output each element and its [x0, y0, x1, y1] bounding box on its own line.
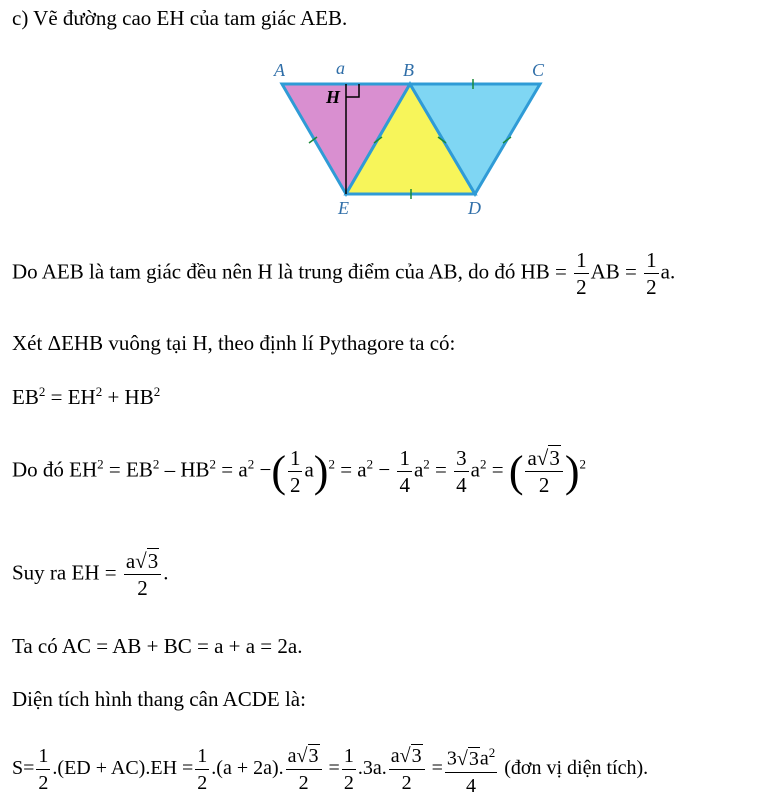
p4-f3-den: 4 — [456, 473, 467, 497]
p8-f6-three: 3 — [446, 747, 457, 770]
p4-sq7: 2 — [423, 456, 430, 472]
p8-f2-den: 2 — [197, 771, 208, 794]
p4-eb: = EB — [108, 457, 153, 482]
p3-hb: HB — [124, 385, 154, 409]
p8-f6-root: 3 — [468, 747, 479, 770]
p5-den: 2 — [137, 576, 148, 600]
label-c-vertex: C — [532, 60, 545, 80]
p8-f3-num — [286, 743, 322, 770]
p5-frac — [124, 548, 161, 601]
paragraph-hb — [12, 247, 675, 300]
p5-num — [124, 548, 161, 575]
p8-f6-a: a — [479, 747, 489, 770]
p8-s: S — [12, 756, 24, 779]
p4-f1-den: 2 — [289, 473, 301, 497]
p8-f5-den: 2 — [401, 771, 412, 794]
p4-paren-close: ) — [313, 447, 329, 496]
p4-f1-num: 1 — [289, 446, 301, 470]
p5-text: Suy ra — [12, 560, 72, 585]
label-b-vertex: B — [403, 60, 414, 80]
paragraph-area-title: Diện tích hình thang cân ACDE là: — [12, 687, 306, 711]
p4-frac-three-quarter — [454, 445, 469, 498]
p4-f2-num: 1 — [399, 446, 410, 470]
p1-frac-num: 1 — [576, 248, 587, 272]
sqrt-icon: √3 — [399, 744, 422, 767]
p8-f3-den: 2 — [298, 771, 309, 794]
p1-dot: . — [669, 259, 676, 284]
p8-f5-a: a — [390, 744, 400, 767]
label-e-vertex: E — [338, 198, 349, 218]
p4-f4-den: 2 — [538, 473, 550, 497]
p8-f5-root: 3 — [411, 744, 422, 767]
p1-frac-half-2 — [644, 247, 659, 300]
p8-frac4 — [342, 743, 356, 796]
paragraph-pythagore: Xét ΔEHB vuông tại H, theo định lí Pythagore ta có: — [12, 331, 456, 355]
paragraph-ac: Ta có AC = AB + BC = a + a = 2a. — [12, 634, 303, 658]
p8-f6-sq: 2 — [488, 745, 496, 760]
p1-eq2: = — [625, 259, 637, 284]
p4-a4: a — [413, 457, 424, 482]
equation-eb — [12, 384, 160, 410]
p4-paren-open: ( — [271, 447, 286, 496]
p8-eq2: = — [182, 756, 194, 779]
p1-frac-den: 2 — [576, 275, 587, 299]
p8-f2-num: 1 — [195, 743, 209, 770]
equation-area — [12, 740, 648, 799]
p8-f3-a: a — [287, 744, 297, 767]
p8-edac: .(ED + AC).EH — [52, 756, 178, 779]
p4-a3: a — [357, 457, 367, 482]
p4-f4-root: 3 — [549, 446, 560, 470]
p3-sq1: 2 — [38, 384, 46, 399]
p8-f4-den: 2 — [343, 771, 354, 794]
p4-sq9: 2 — [579, 456, 586, 472]
p4-sq3: 2 — [209, 456, 217, 472]
p4-frac-asqrt3 — [525, 445, 562, 498]
p4-eq1: = — [221, 457, 234, 482]
p1-eq: = — [555, 259, 567, 284]
p8-f6-num — [445, 740, 497, 773]
sqrt-icon: √3 — [135, 549, 159, 573]
sqrt-icon: √3 — [296, 744, 319, 767]
p8-f1-num: 1 — [36, 743, 50, 770]
label-d-vertex: D — [468, 198, 481, 218]
p4-eq3: = — [435, 457, 447, 482]
p4-a5: a — [470, 457, 480, 482]
p4-sq1: 2 — [97, 456, 104, 472]
trapezoid-figure — [270, 55, 560, 225]
p1-text: Do AEB là tam giác đều nên H là trung điểm của AB, do đó — [12, 259, 521, 284]
sqrt-icon: √3 — [536, 446, 560, 470]
p4-a1: a — [238, 457, 248, 482]
p1-frac-half — [574, 247, 589, 300]
p3-plus: + — [107, 385, 120, 409]
p8-f4-num: 1 — [342, 743, 356, 770]
p8-frac6 — [445, 740, 497, 799]
p4-sq5: 2 — [328, 456, 335, 472]
p4-a2: a — [304, 457, 314, 482]
p8-eq1: = — [23, 756, 35, 779]
p4-paren2-close: ) — [564, 447, 580, 496]
p4-hb: – HB — [164, 457, 210, 482]
p4-eq2: = — [340, 457, 353, 482]
equation-eh — [12, 548, 168, 601]
p4-eq4: = — [491, 457, 504, 482]
p4-frac-quarter — [397, 445, 412, 498]
p8-frac3 — [286, 743, 322, 796]
p3-eb: EB — [12, 385, 39, 409]
p8-a2a: .(a + 2a). — [211, 756, 284, 779]
p8-frac1 — [36, 743, 50, 796]
p4-minus1: − — [259, 457, 272, 482]
p1-a: a — [660, 259, 670, 284]
p5-a: a — [125, 549, 136, 573]
p4-minus2: − — [378, 457, 391, 482]
p1-ab: AB — [590, 259, 620, 284]
p4-f2-den: 4 — [399, 473, 410, 497]
label-h: H — [326, 87, 341, 107]
label-a-side: a — [336, 58, 345, 78]
p8-eq3: = — [328, 756, 340, 779]
p4-f4-num — [525, 445, 562, 472]
p5-eh: EH — [71, 560, 100, 585]
p3-sq2: 2 — [95, 384, 103, 399]
p5-eq: = — [104, 560, 117, 585]
label-a-vertex: A — [274, 60, 285, 80]
p1-hb: HB — [520, 259, 550, 284]
p8-f5-num — [389, 743, 425, 770]
p8-three-a: .3a. — [357, 756, 387, 779]
p8-eq4: = — [431, 756, 443, 779]
p8-f1-den: 2 — [38, 771, 49, 794]
p4-prefix: Do đó EH — [12, 457, 98, 482]
p8-frac5 — [389, 743, 425, 796]
p1-frac2-num: 1 — [646, 248, 657, 272]
part-heading: c) Vẽ đường cao EH của tam giác AEB. — [12, 6, 348, 30]
equation-eh-squared — [12, 445, 586, 498]
p5-root: 3 — [147, 549, 159, 573]
p5-dot: . — [163, 560, 169, 585]
p3-eh: EH — [67, 385, 96, 409]
p1-frac2-den: 2 — [646, 275, 657, 299]
p4-frac-half — [288, 445, 303, 498]
p4-sq4: 2 — [247, 456, 255, 472]
p4-paren2-open: ( — [508, 447, 524, 496]
sqrt-icon: √3 — [456, 747, 479, 770]
p3-sq3: 2 — [153, 384, 161, 399]
p8-f3-root: 3 — [308, 744, 319, 767]
p4-f4-a: a — [527, 446, 537, 470]
p8-frac2 — [195, 743, 209, 796]
p4-f3-num: 3 — [456, 446, 467, 470]
p4-sq6: 2 — [366, 456, 374, 472]
p4-sq2: 2 — [152, 456, 160, 472]
p8-f6-den: 4 — [466, 774, 477, 797]
p8-unit: (đơn vị diện tích). — [504, 756, 649, 779]
p4-sq8: 2 — [479, 456, 487, 472]
p3-eq: = — [50, 385, 63, 409]
